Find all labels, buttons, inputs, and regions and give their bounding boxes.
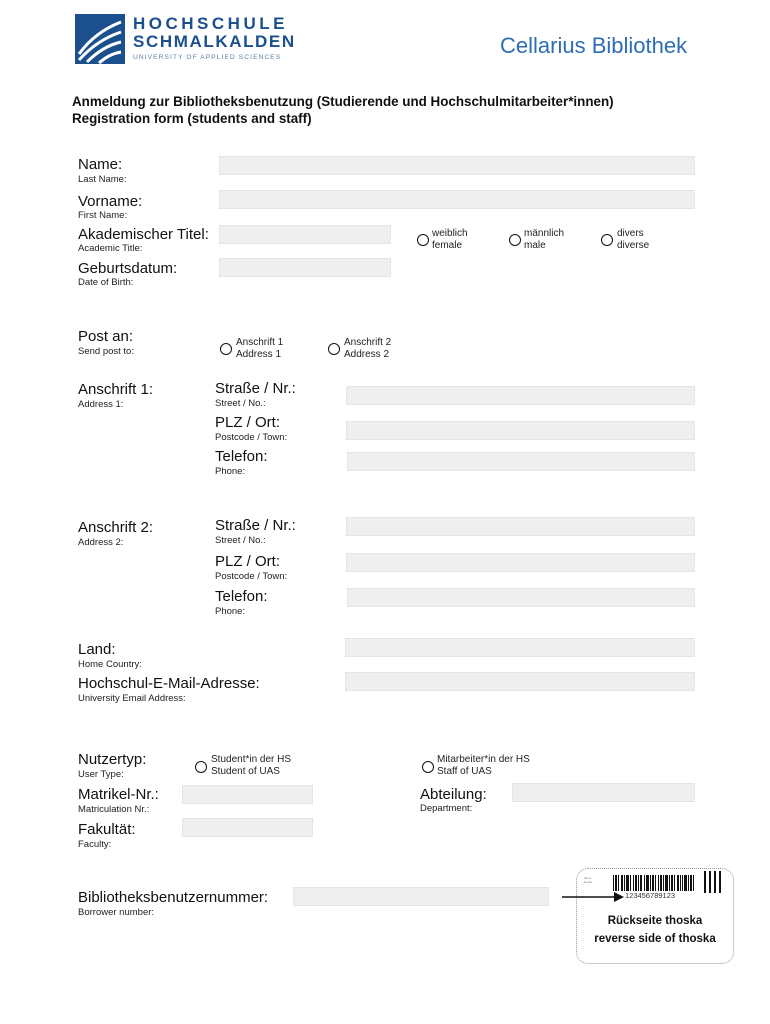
- email-label: Hochschul-E-Mail-Adresse:: [78, 675, 260, 692]
- borrower-label: Bibliotheksbenutzernummer:: [78, 889, 269, 906]
- gender-diverse-radio[interactable]: [601, 234, 613, 246]
- card-caption-de: Rückseite thoska: [607, 915, 703, 927]
- academic-title-label: Akademischer Titel:: [78, 226, 209, 243]
- address1-phone-label: Telefon:: [215, 448, 268, 465]
- post-address1-label: Anschrift 1 Address 1: [236, 337, 284, 360]
- firstname-sublabel: First Name:: [78, 210, 128, 221]
- department-sublabel: Department:: [420, 803, 473, 814]
- department-label: Abteilung:: [420, 786, 487, 803]
- logo-line1: HOCHSCHULE: [133, 14, 288, 33]
- gender-male-radio[interactable]: [509, 234, 521, 246]
- usertype-staff-label: Mitarbeiter*in der HS Staff of UAS: [437, 754, 530, 777]
- name-label: Name:: [78, 156, 123, 173]
- university-logo: [75, 14, 315, 66]
- faculty-label: Fakultät:: [78, 821, 136, 838]
- address2-sublabel: Address 2:: [78, 537, 124, 548]
- birthdate-sublabel: Date of Birth:: [78, 277, 134, 288]
- thoska-card: [576, 868, 734, 964]
- academic-title-sublabel: Academic Title:: [78, 243, 143, 254]
- matric-sublabel: Matriculation Nr.:: [78, 804, 150, 815]
- last-name-field[interactable]: [219, 156, 695, 175]
- faculty-field[interactable]: [182, 818, 313, 837]
- borrower-number-field[interactable]: [293, 887, 549, 906]
- borrower-sublabel: Borrower number:: [78, 907, 155, 918]
- birthdate-label: Geburtsdatum:: [78, 260, 178, 277]
- post-address1-radio[interactable]: [220, 343, 232, 355]
- email-field[interactable]: [345, 672, 695, 691]
- post-address2-radio[interactable]: [328, 343, 340, 355]
- gender-male-label: männlich male: [524, 228, 565, 251]
- address1-sublabel: Address 1:: [78, 399, 124, 410]
- gender-female-radio[interactable]: [417, 234, 429, 246]
- card-caption-en: reverse side of thoska: [594, 933, 716, 945]
- address1-zip-field[interactable]: [346, 421, 695, 440]
- barcode-end-icon: [703, 871, 725, 893]
- address2-phone-label: Telefon:: [215, 588, 268, 605]
- usertype-student-radio[interactable]: [195, 761, 207, 773]
- library-name: Cellarius Bibliothek: [500, 33, 688, 58]
- address2-zip-label: PLZ / Ort:: [215, 553, 281, 570]
- address1-zip-sublabel: Postcode / Town:: [215, 432, 288, 443]
- name-sublabel: Last Name:: [78, 174, 127, 185]
- post-label: Post an:: [78, 328, 134, 345]
- gender-female-label: weiblich female: [432, 228, 468, 251]
- usertype-staff-radio[interactable]: [422, 761, 434, 773]
- country-sublabel: Home Country:: [78, 659, 142, 670]
- gender-diverse-label: divers diverse: [617, 228, 650, 251]
- post-address2-label: Anschrift 2 Address 2: [344, 337, 392, 360]
- address2-phone-sublabel: Phone:: [215, 606, 246, 617]
- country-field[interactable]: [345, 638, 695, 657]
- address2-label: Anschrift 2:: [78, 519, 154, 536]
- post-sublabel: Send post to:: [78, 346, 134, 357]
- address2-street-label: Straße / Nr.:: [215, 517, 296, 534]
- logo-line3: UNIVERSITY OF APPLIED SCIENCES: [133, 54, 282, 61]
- logo-mark-icon: [75, 14, 125, 64]
- first-name-field[interactable]: [219, 190, 695, 209]
- card-barcode-number: 123456789123: [625, 891, 676, 900]
- address2-phone-field[interactable]: [347, 588, 695, 607]
- arrow-right-icon: [562, 891, 626, 903]
- email-sublabel: University Email Address:: [78, 693, 186, 704]
- usertype-label: Nutzertyp:: [78, 751, 147, 768]
- matric-field[interactable]: [182, 785, 313, 804]
- address2-street-sublabel: Street / No.:: [215, 535, 266, 546]
- address1-street-label: Straße / Nr.:: [215, 380, 296, 397]
- matric-label: Matrikel-Nr.:: [78, 786, 159, 803]
- logo-line2: SCHMALKALDEN: [133, 32, 296, 51]
- address1-zip-label: PLZ / Ort:: [215, 414, 281, 431]
- birthdate-field[interactable]: [219, 258, 391, 277]
- department-field[interactable]: [512, 783, 695, 802]
- address2-zip-sublabel: Postcode / Town:: [215, 571, 288, 582]
- faculty-sublabel: Faculty:: [78, 839, 112, 850]
- card-small-print: ▪▪▪▪ ▪▪ ▪▪▪ ▪▪▪▪: [584, 876, 593, 884]
- address1-street-sublabel: Street / No.:: [215, 398, 266, 409]
- country-label: Land:: [78, 641, 116, 658]
- form-title-de: Anmeldung zur Bibliotheksbenutzung (Studierende und Hochschulmitarbeiter*innen): [72, 94, 614, 109]
- usertype-sublabel: User Type:: [78, 769, 124, 780]
- form-title-en: Registration form (students and staff): [72, 111, 312, 126]
- address2-street-field[interactable]: [346, 517, 695, 536]
- academic-title-field[interactable]: [219, 225, 391, 244]
- address1-phone-sublabel: Phone:: [215, 466, 246, 477]
- address2-zip-field[interactable]: [346, 553, 695, 572]
- address1-phone-field[interactable]: [347, 452, 695, 471]
- barcode-icon: [613, 875, 697, 891]
- address1-label: Anschrift 1:: [78, 381, 154, 398]
- firstname-label: Vorname:: [78, 193, 143, 210]
- address1-street-field[interactable]: [346, 386, 695, 405]
- usertype-student-label: Student*in der HS Student of UAS: [211, 754, 292, 777]
